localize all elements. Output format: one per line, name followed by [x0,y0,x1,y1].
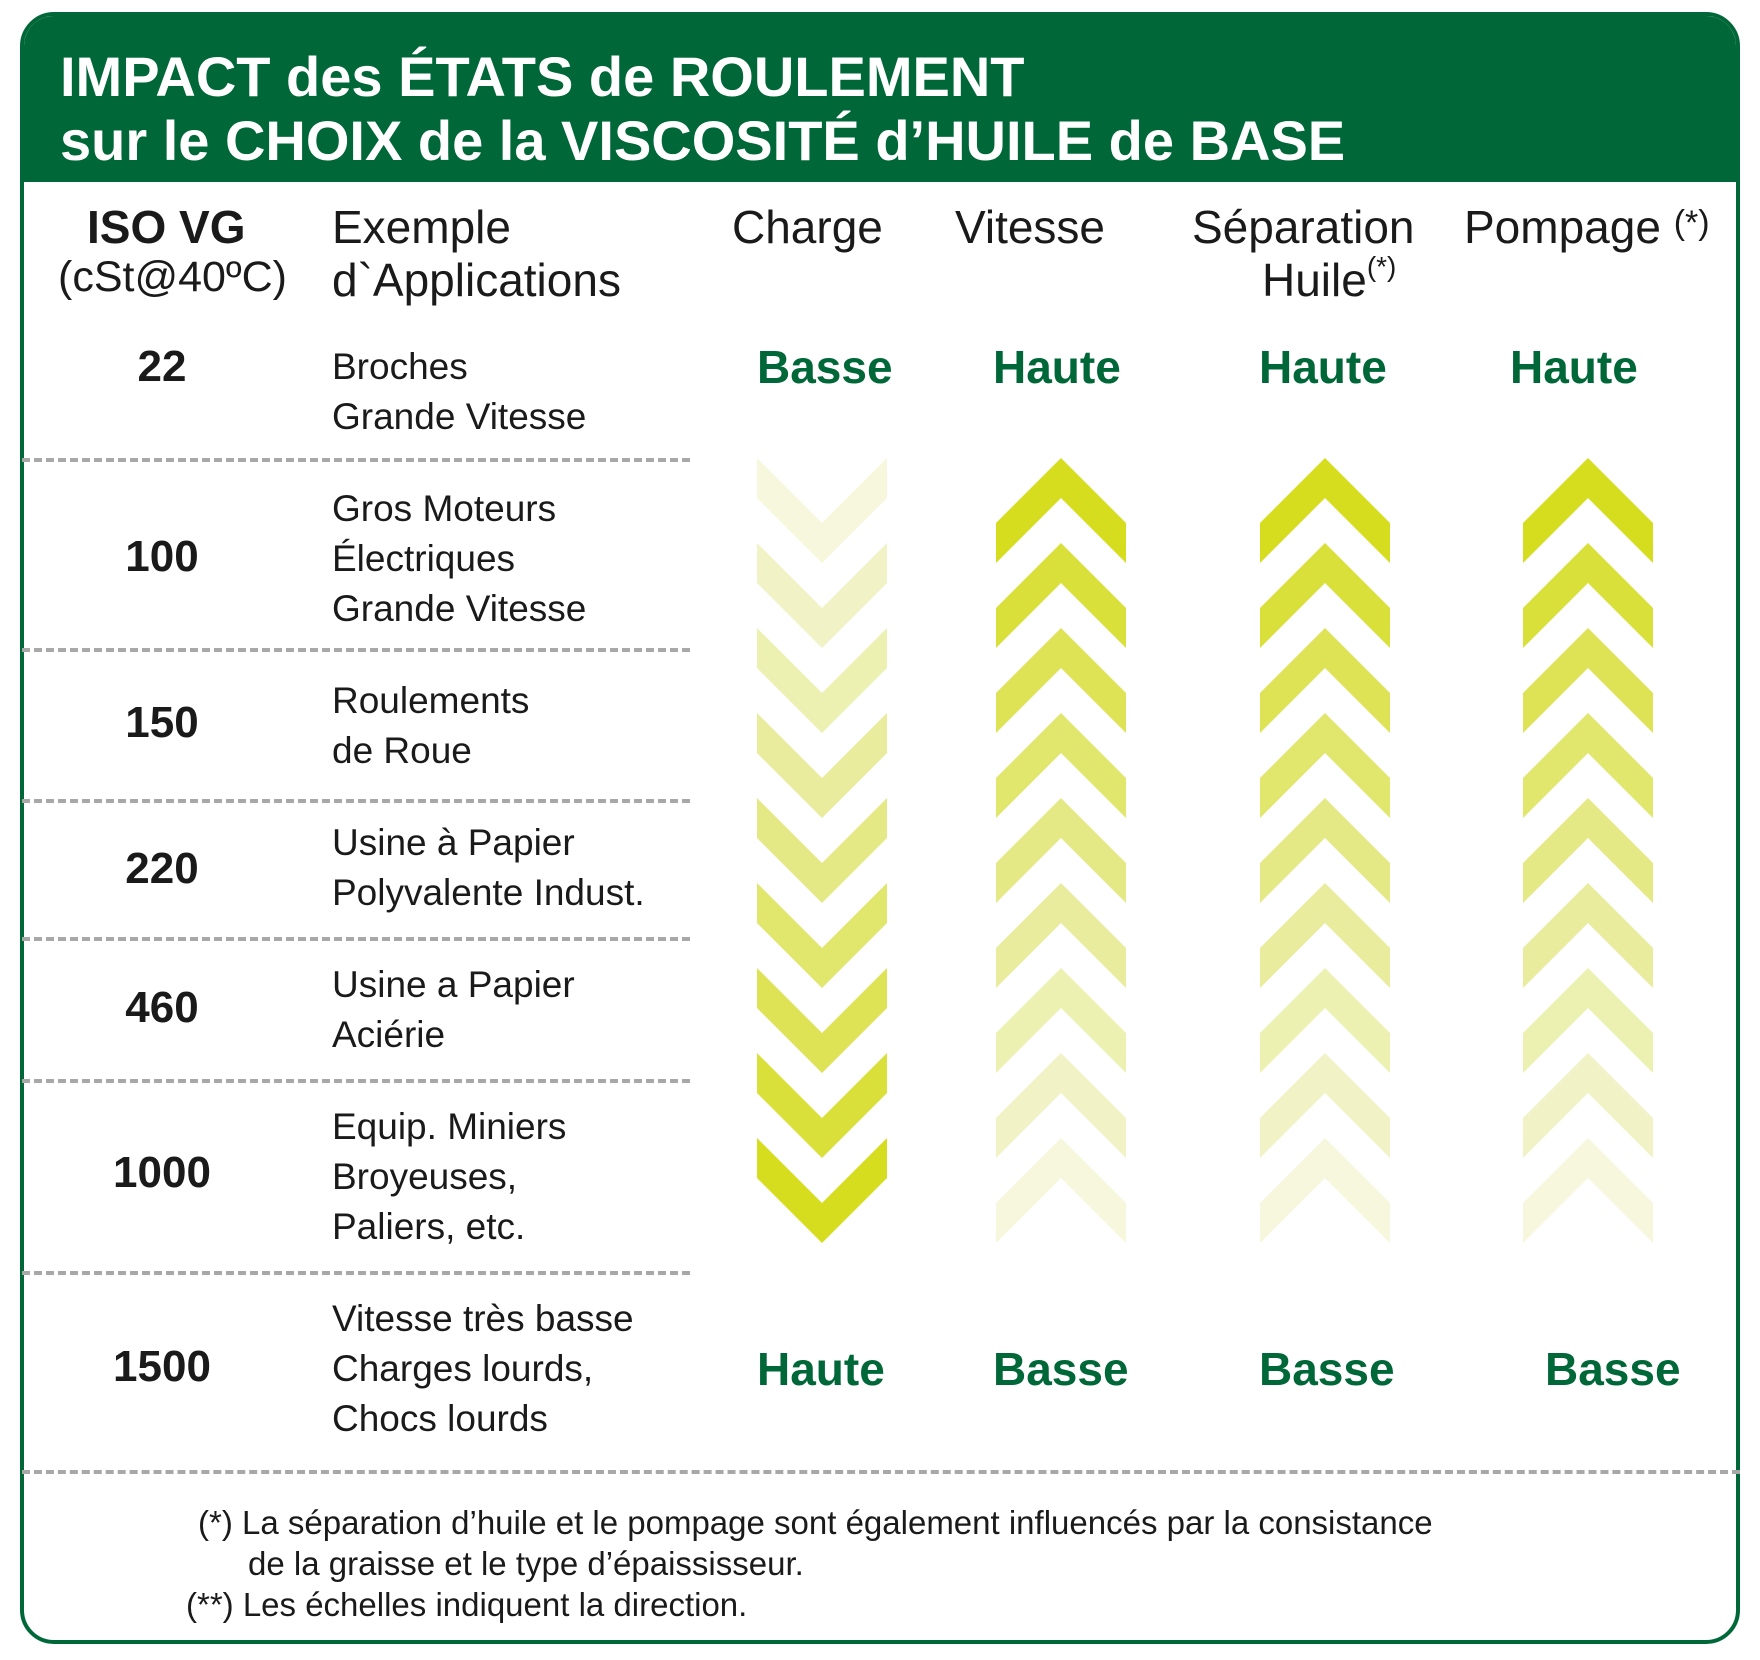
application-line: Vitesse très basse [332,1298,634,1339]
application-line: Gros Moteurs [332,488,557,529]
vg-value: 1000 [113,1148,211,1197]
application-line: Equip. Miniers [332,1106,567,1147]
vg-value: 220 [125,844,199,893]
vg-value: 460 [125,983,199,1032]
pompage-bottom-level: Basse [1545,1343,1681,1395]
vg-value: 22 [137,342,187,391]
charge-header: Charge [732,201,883,253]
application-line: Chocs lourds [332,1398,548,1439]
title-line-1: IMPACT des ÉTATS de ROULEMENT [60,45,1025,108]
application-line: Aciérie [332,1014,446,1055]
pompage-footnote-mark: (*) [1673,204,1710,242]
separation-footnote-mark: (*) [1366,251,1397,282]
application-line: Paliers, etc. [332,1206,526,1247]
vitesse-chevron-up [996,1138,1126,1243]
application-line: Polyvalente Indust. [332,872,645,913]
application-line: Grande Vitesse [332,588,587,629]
vitesse-header: Vitesse [955,201,1106,253]
footnote-1: (*) La séparation d’huile et le pompage sont également influencés par la consistance [198,1504,1433,1541]
application-line: Usine a Papier [332,964,575,1005]
footnote-1-continued: de la graisse et le type d’épaississeur. [248,1545,804,1582]
title-line-2: sur le CHOIX de la VISCOSITÉ d’HUILE de BASE [60,109,1346,172]
iso-unit-header: (cSt@40ºC) [58,253,288,301]
vg-value: 100 [125,532,199,581]
vitesse-top-level: Haute [993,341,1121,393]
separation-header-line-1: Séparation [1192,201,1415,253]
application-line: Usine à Papier [332,822,575,863]
application-line: Broyeuses, [332,1156,518,1197]
vg-value: 1500 [113,1342,211,1391]
application-line: Grande Vitesse [332,396,587,437]
separation-header-label: Huile [1262,254,1367,306]
charge-top-level: Basse [757,341,893,393]
application-line: de Roue [332,730,472,771]
separation-bottom-level: Basse [1259,1343,1395,1395]
separation-chevron-up [1260,1138,1390,1243]
vitesse-bottom-level: Basse [993,1343,1129,1395]
footnote-2: (**) Les échelles indiquent la direction. [186,1586,748,1623]
app-header-line-2: d`Applications [332,254,621,306]
application-line: Électriques [332,538,516,579]
pompage-header-label: Pompage [1464,201,1661,253]
charge-chevron-down [757,458,887,563]
separation-top-level: Haute [1259,341,1387,393]
app-header-line-1: Exemple [332,201,511,253]
pompage-chevron-up [1523,1138,1653,1243]
application-line: Roulements [332,680,530,721]
pompage-top-level: Haute [1510,341,1638,393]
iso-vg-header: ISO VG [87,201,246,253]
application-line: Charges lourds, [332,1348,594,1389]
vg-value: 150 [125,698,199,747]
charge-bottom-level: Haute [757,1343,885,1395]
application-line: Broches [332,346,468,387]
